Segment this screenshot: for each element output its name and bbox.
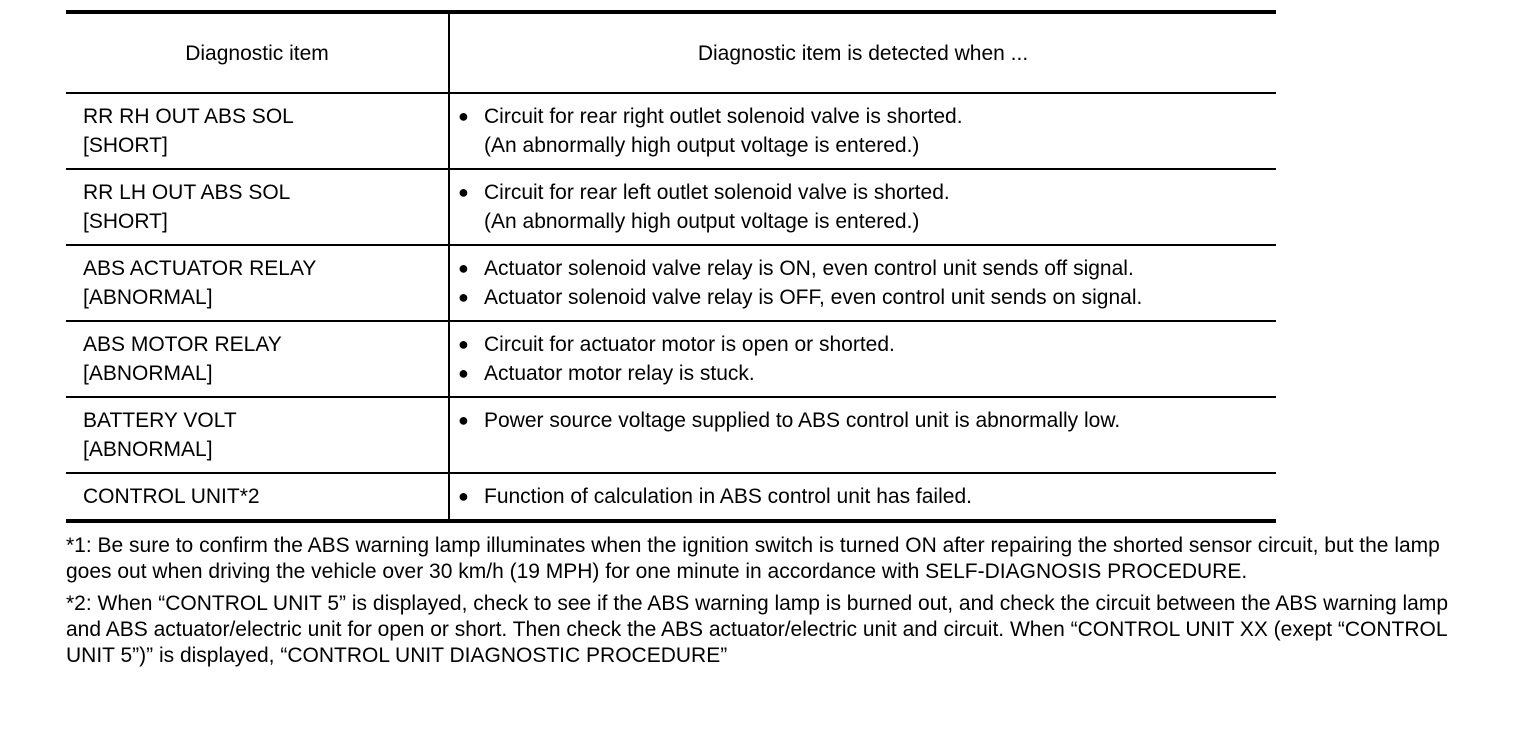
condition-text: Power source voltage supplied to ABS control unit is abnormally low. [484,409,1121,432]
item-name: BATTERY VOLT [83,409,237,432]
condition-text: Circuit for rear right outlet solenoid valve is shorted. [484,105,963,128]
condition-note: (An abnormally high output voltage is entered.) [484,134,920,157]
item-status: [ABNORMAL] [83,362,213,385]
document-page [66,10,1486,675]
item-name: ABS MOTOR RELAY [83,333,282,356]
footnote-2: *2: When “CONTROL UNIT 5” is displayed, check to see if the ABS warning lamp is burned out, and check the circuit between the ABS warning lamp and ABS actuator/electric unit for open or short. Then check the ABS actuator/electric unit and circuit. When “CONTROL UNIT XX (exept “CONTROL UNIT 5”)” is displayed, “CONTROL UNIT DIAGNOSTIC PROCEDURE” [66,592,1449,667]
bullet-icon: ● [458,106,469,126]
bullet-icon: ● [458,258,469,278]
item-name: RR RH OUT ABS SOL [83,105,294,128]
bullet-icon: ● [458,182,469,202]
table-row [66,473,1276,521]
detection-cell [449,397,1276,473]
footnotes [66,533,1486,669]
item-name: RR LH OUT ABS SOL [83,181,291,204]
condition-text: Function of calculation in ABS control unit has failed. [484,485,972,508]
table-row [66,397,1276,473]
bullet-item [458,330,1276,359]
bullet-item [458,283,1276,312]
bullet-item [458,178,1276,207]
diagnostic-item-cell [66,321,449,397]
bullet-item [458,406,1276,435]
item-status: [SHORT] [83,134,168,157]
diagnostic-item-cell [66,473,449,521]
detection-cell [449,93,1276,169]
item-name: CONTROL UNIT*2 [83,485,260,508]
condition-text: Actuator solenoid valve relay is OFF, even control unit sends on signal. [484,286,1143,309]
bullet-icon: ● [458,486,469,506]
diagnostic-table [66,10,1276,523]
diagnostic-item-cell [66,245,449,321]
item-status: [ABNORMAL] [83,286,213,309]
bullet-icon: ● [458,410,469,430]
condition-note: (An abnormally high output voltage is entered.) [484,210,920,233]
condition-text: Circuit for actuator motor is open or shorted. [484,333,895,356]
condition-text: Circuit for rear left outlet solenoid valve is shorted. [484,181,950,204]
bullet-item [458,482,1276,511]
table-row [66,245,1276,321]
diagnostic-item-cell [66,169,449,245]
bullet-icon: ● [458,363,469,383]
bullet-icon: ● [458,334,469,354]
bullet-item [458,254,1276,283]
diagnostic-item-cell [66,93,449,169]
condition-text: Actuator motor relay is stuck. [484,362,755,385]
table-row [66,321,1276,397]
bullet-item [458,102,1276,131]
table-header-row [66,12,1276,93]
bullet-item [458,359,1276,388]
item-status: [ABNORMAL] [83,438,213,461]
header-detected-when: Diagnostic item is detected when ... [449,12,1276,93]
footnote-1: *1: Be sure to confirm the ABS warning lamp illuminates when the ignition switch is turned ON after repairing the shorted sensor circuit, but the lamp goes out when driving the vehicle over 30 km/h (19 MPH) for one minute in accordance with SELF-DIAGNOSIS PROCEDURE. [66,534,1440,583]
detection-cell [449,321,1276,397]
detection-cell [449,169,1276,245]
detection-cell [449,473,1276,521]
bullet-icon: ● [458,287,469,307]
table-row [66,93,1276,169]
condition-text: Actuator solenoid valve relay is ON, even control unit sends off signal. [484,257,1134,280]
diagnostic-item-cell [66,397,449,473]
header-diagnostic-item: Diagnostic item [66,12,449,93]
item-name: ABS ACTUATOR RELAY [83,257,317,280]
table-row [66,169,1276,245]
item-status: [SHORT] [83,210,168,233]
detection-cell [449,245,1276,321]
